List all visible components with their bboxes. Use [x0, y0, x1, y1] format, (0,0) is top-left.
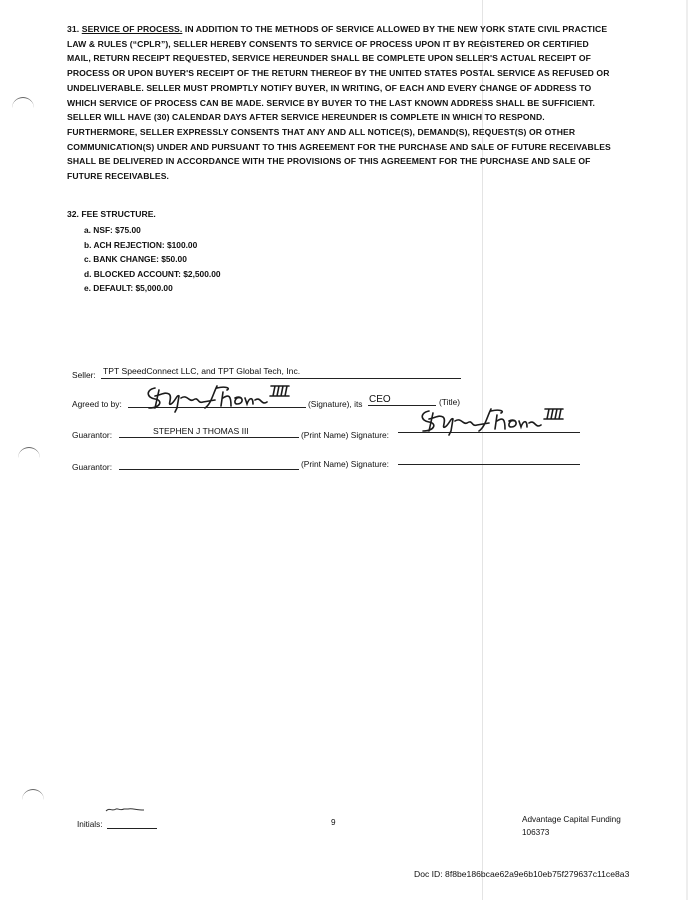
guarantor-2-name-line: [119, 469, 299, 470]
fee-list: [84, 223, 221, 296]
seller-signature: [143, 382, 293, 414]
guarantor-1-name: STEPHEN J THOMAS III: [153, 426, 249, 436]
punch-hole-mark: [22, 789, 44, 800]
reference-number: 106373: [522, 828, 550, 837]
guarantor-2-print-name-label: (Print Name) Signature:: [301, 459, 389, 469]
section-32-title: 32. FEE STRUCTURE.: [67, 209, 156, 219]
initials-mark: [104, 806, 146, 814]
fee-item-default: e. DEFAULT: $5,000.00: [84, 283, 173, 294]
guarantor-1-label: Guarantor:: [72, 430, 113, 440]
section-31-heading: SERVICE OF PROCESS.: [81, 24, 183, 34]
page-number: 9: [331, 818, 336, 827]
doc-id: Doc ID: 8f8be186bcae62a9e6b10eb75f279637c11ce8a3: [414, 869, 630, 879]
fee-item-blocked-account: d. BLOCKED ACCOUNT: $2,500.00: [84, 268, 221, 279]
punch-hole-mark: [12, 97, 34, 108]
section-31-number: 31.: [67, 24, 80, 34]
seller-label: Seller:: [72, 370, 96, 380]
company-name: Advantage Capital Funding: [522, 815, 621, 824]
guarantor-2-signature-line: [398, 464, 580, 465]
fee-item-nsf: a. NSF: $75.00: [84, 225, 141, 235]
section-31-paragraph: [67, 22, 612, 184]
title-value: CEO: [369, 394, 391, 405]
scan-artifact-edge: [686, 0, 688, 900]
guarantor-1-print-name-label: (Print Name) Signature:: [301, 430, 389, 440]
signature-its-label: (Signature), its: [308, 399, 363, 409]
fee-item-ach-rejection: b. ACH REJECTION: $100.00: [84, 239, 198, 250]
guarantor-1-signature: [417, 405, 567, 437]
title-label: (Title): [439, 397, 461, 407]
fee-item-bank-change: c. BANK CHANGE: $50.00: [84, 254, 187, 265]
seller-value: TPT SpeedConnect LLC, and TPT Global Tech, Inc.: [103, 366, 301, 376]
punch-hole-mark: [18, 447, 40, 458]
initials-label: Initials:: [77, 820, 103, 829]
guarantor-1-name-line: [119, 437, 299, 438]
initials-line: [107, 828, 157, 829]
section-31-body: IN ADDITION TO THE METHODS OF SERVICE ALLOWED BY THE NEW YORK STATE CIVIL PRACTICE LAW & RULES (“CPLR”), SELLER HEREBY CONSENTS TO SERVICE OF PROCESS UPON IT BY REGISTERED OR CERTIFIED MAIL, RETURN RECEIPT REQUESTED, SERVICE HEREUNDER SHALL BE COMPLETE UPON SELLER'S ACTUAL RECEIPT OF PROCESS OR UPON BUYER'S RECEIPT OF THE RETURN THEREOF BY THE UNITED STATES POSTAL SERVICE AS REFUSED OR UNDELIVERABLE. SELLER MUST PROMPTLY NOTIFY BUYER, IN WRITING, OF EACH AND EVERY CHANGE OF ADDRESS TO WHICH SERVICE OF PROCESS CAN BE MADE. SERVICE BY BUYER TO THE LAST KNOWN ADDRESS SHALL BE SUFFICIENT. SELLER WILL HAVE (30) CALENDAR DAYS AFTER SERVICE HEREUNDER IS COMPLETE IN WHICH TO RESPOND. FURTHERMORE, SELLER EXPRESSLY CONSENTS THAT ANY AND ALL NOTICE(S), DEMAND(S), REQUEST(S) OR OTHER COMMUNICATION(S) UNDER AND PURSUANT TO THIS AGREEMENT FOR THE PURCHASE AND SALE OF FUTURE RECEIVABLES SHALL BE DELIVERED IN ACCORDANCE WITH THE PROVISIONS OF THIS AGREEMENT FOR THE PURCHASE AND SALE OF FUTURE RECEIVABLES.: [67, 24, 611, 182]
guarantor-2-label: Guarantor:: [72, 462, 113, 472]
seller-line: [101, 378, 461, 379]
agreed-to-by-label: Agreed to by:: [72, 399, 122, 409]
